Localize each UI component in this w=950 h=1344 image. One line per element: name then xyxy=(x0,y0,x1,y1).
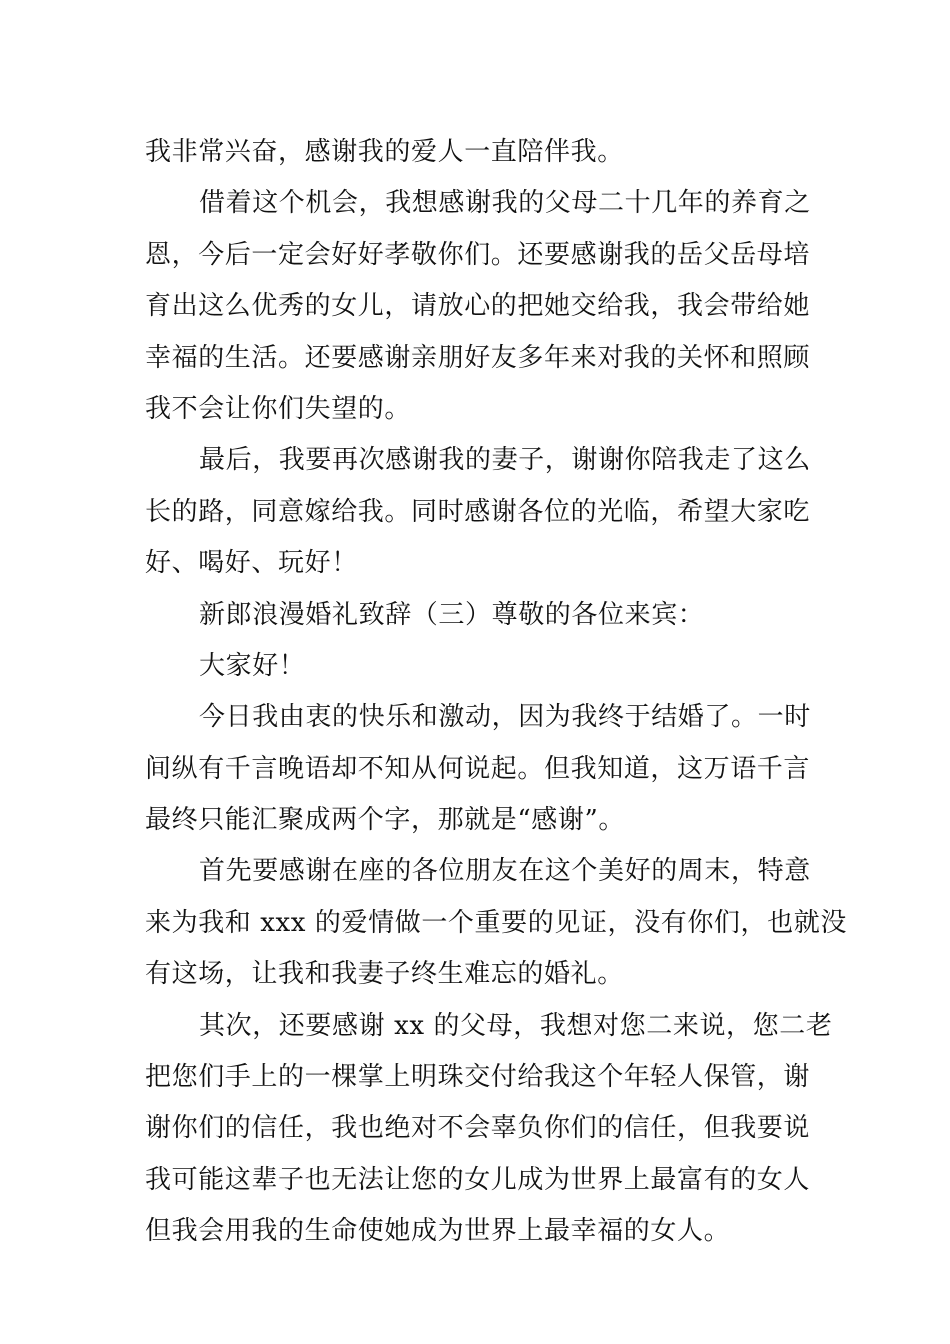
paragraph-start-line: 其次，还要感谢 xx 的父母，我想对您二来说，您二老 xyxy=(199,1010,833,1041)
text-line: 来为我和 xxx 的爱情做一个重要的见证，没有你们，也就没 xyxy=(145,907,847,938)
text-line: 有这场，让我和我妻子终生难忘的婚礼。 xyxy=(145,959,624,990)
text-line: 把您们手上的一棵掌上明珠交付给我这个年轻人保管，谢 xyxy=(145,1062,811,1093)
text-line: 我不会让你们失望的。 xyxy=(145,393,412,424)
text-line: 我可能这辈子也无法让您的女儿成为世界上最富有的女人 xyxy=(145,1164,811,1195)
section-heading-line: 新郎浪漫婚礼致辞（三）尊敬的各位来宾： xyxy=(199,599,705,630)
text-line: 长的路，同意嫁给我。同时感谢各位的光临，希望大家吃 xyxy=(145,496,811,527)
text-line: 但我会用我的生命使她成为世界上最幸福的女人。 xyxy=(145,1216,731,1247)
paragraph-start-line: 借着这个机会，我想感谢我的父母二十几年的养育之 xyxy=(199,188,811,219)
text-line: 好、喝好、玩好！ xyxy=(145,548,358,579)
greeting-line: 大家好！ xyxy=(199,650,306,681)
text-line: 我非常兴奋，感谢我的爱人一直陪伴我。 xyxy=(145,137,624,167)
text-line: 恩，今后一定会好好孝敬你们。还要感谢我的岳父岳母培 xyxy=(145,239,811,270)
paragraph-start-line: 今日我由衷的快乐和激动，因为我终于结婚了。一时 xyxy=(199,702,811,733)
paragraph-start-line: 最后，我要再次感谢我的妻子，谢谢你陪我走了这么 xyxy=(199,445,811,476)
text-line: 最终只能汇聚成两个字，那就是“感谢”。 xyxy=(145,805,625,836)
document-body xyxy=(145,127,847,1258)
text-line: 幸福的生活。还要感谢亲朋好友多年来对我的关怀和照顾 xyxy=(145,342,811,373)
text-line: 谢你们的信任，我也绝对不会辜负你们的信任，但我要说 xyxy=(145,1113,811,1144)
text-line: 间纵有千言晚语却不知从何说起。但我知道，这万语千言 xyxy=(145,753,811,784)
paragraph-start-line: 首先要感谢在座的各位朋友在这个美好的周末，特意 xyxy=(199,856,811,887)
text-line: 育出这么优秀的女儿，请放心的把她交给我，我会带给她 xyxy=(145,291,811,322)
